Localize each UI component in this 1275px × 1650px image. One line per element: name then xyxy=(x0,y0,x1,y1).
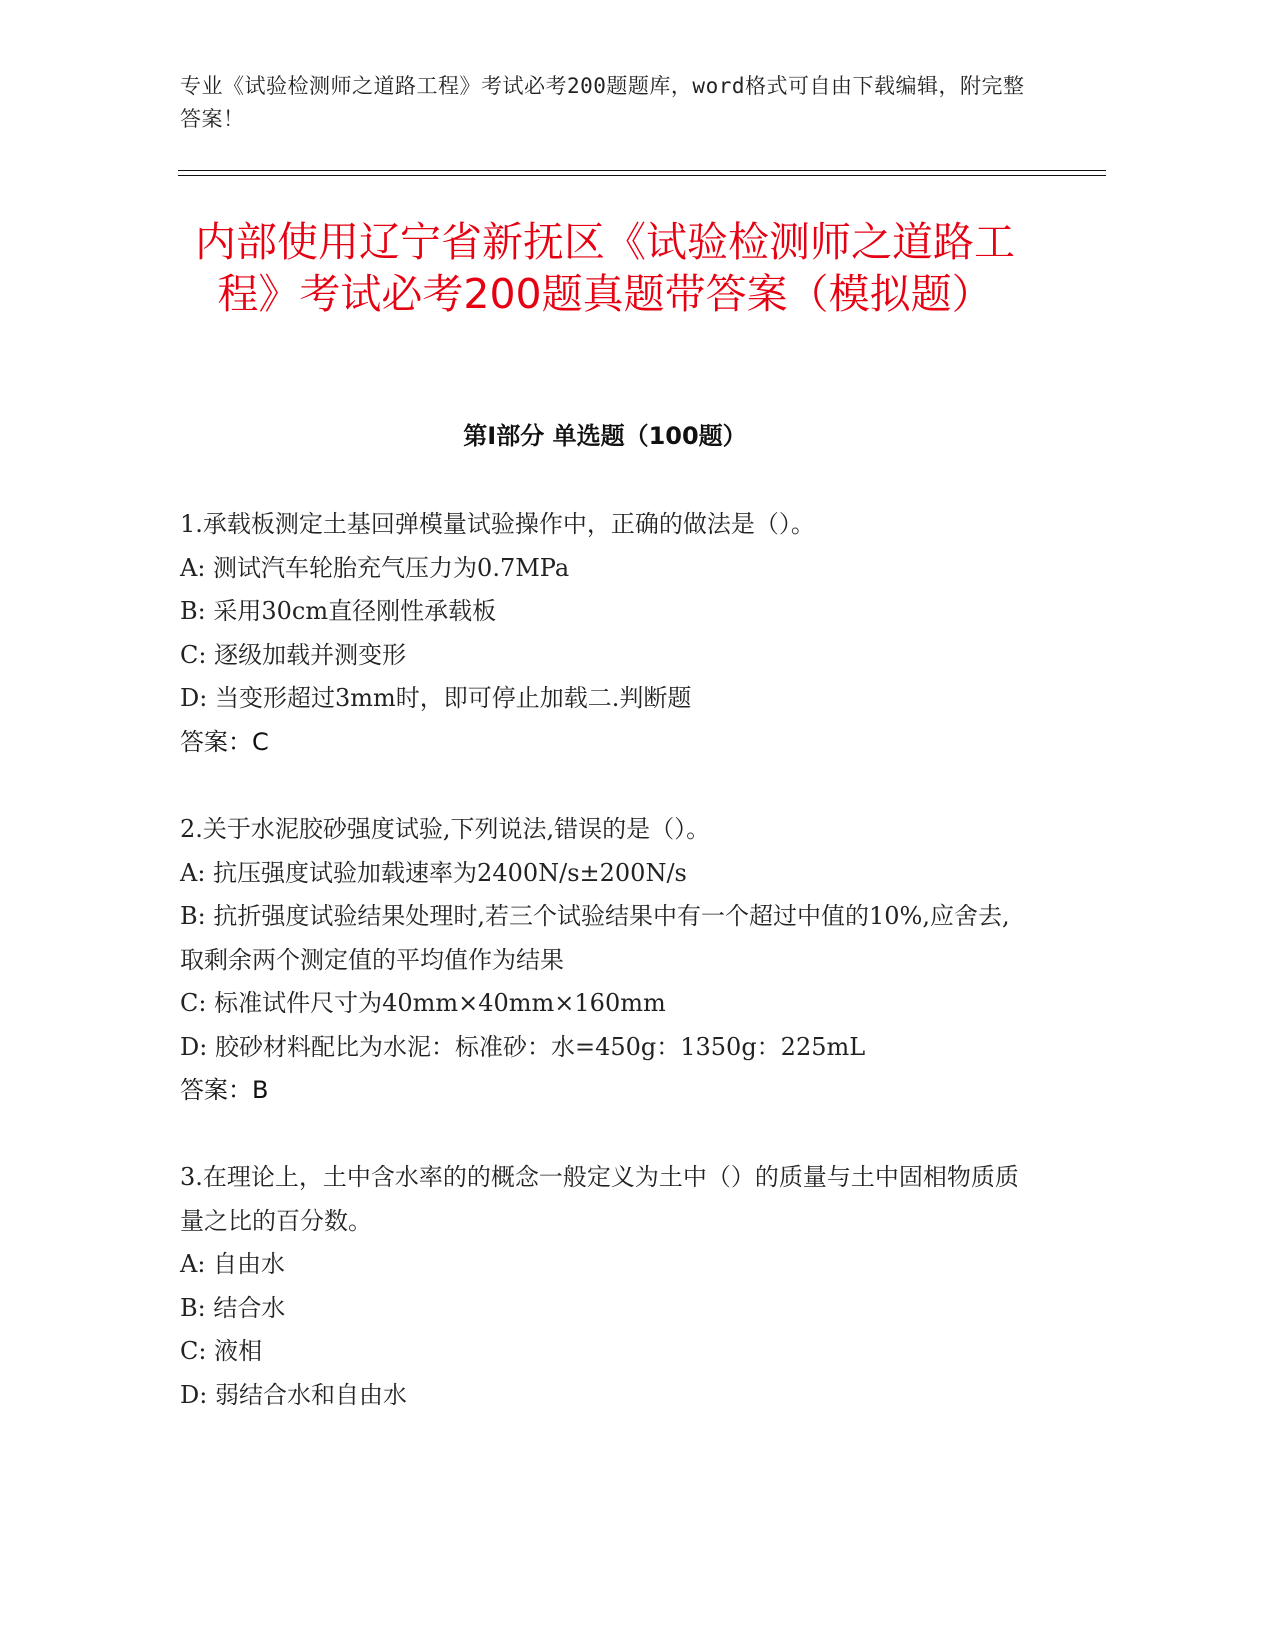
option-d: D: 胶砂材料配比为水泥：标准砂：水=450g：1350g：225mL xyxy=(180,1032,866,1061)
option-a: A: 自由水 xyxy=(180,1250,286,1278)
option-b: B: 结合水 xyxy=(180,1293,286,1322)
question-stem: 2.关于水泥胶砂强度试验,下列说法,错误的是（）。 xyxy=(180,815,711,843)
option-c: C: 液相 xyxy=(180,1337,263,1365)
header-rule-top xyxy=(178,170,1106,171)
answer-label: 答案：B xyxy=(180,1076,269,1104)
question-block-3 xyxy=(180,1156,1030,1417)
option-b: B: 采用30cm直径刚性承载板 xyxy=(180,597,497,625)
option-c: C: 标准试件尺寸为40mm×40mm×160mm xyxy=(180,989,666,1017)
question-stem: 1.承载板测定土基回弹模量试验操作中，正确的做法是（）。 xyxy=(180,510,815,538)
option-b: B: 抗折强度试验结果处理时,若三个试验结果中有一个超过中值的10%,应舍去,取剩余两个测定值的平均值作为结果 xyxy=(180,902,1010,974)
document-title: 内部使用辽宁省新抚区《试验检测师之道路工程》考试必考200题真题带答案（模拟题） xyxy=(195,218,1015,318)
answer-label: 答案：C xyxy=(180,727,269,756)
header-rule-bottom xyxy=(178,175,1106,176)
option-d: D: 当变形超过3mm时，即可停止加载二.判断题 xyxy=(180,684,692,712)
option-a: A: 抗压强度试验加载速率为2400N/s±200N/s xyxy=(180,858,687,887)
option-c: C: 逐级加载并测变形 xyxy=(180,640,407,669)
option-a: A: 测试汽车轮胎充气压力为0.7MPa xyxy=(180,553,570,582)
question-block-2 xyxy=(180,808,1030,1113)
header-note: 专业《试验检测师之道路工程》考试必考200题题库，word格式可自由下载编辑，附完整答案！ xyxy=(180,74,1025,131)
section-title: 第I部分 单选题（100题） xyxy=(463,422,747,450)
question-block-1 xyxy=(180,503,1030,764)
option-d: D: 弱结合水和自由水 xyxy=(180,1380,407,1409)
question-stem: 3.在理论上，土中含水率的的概念一般定义为土中（）的质量与土中固相物质质量之比的百分数。 xyxy=(180,1163,1019,1235)
